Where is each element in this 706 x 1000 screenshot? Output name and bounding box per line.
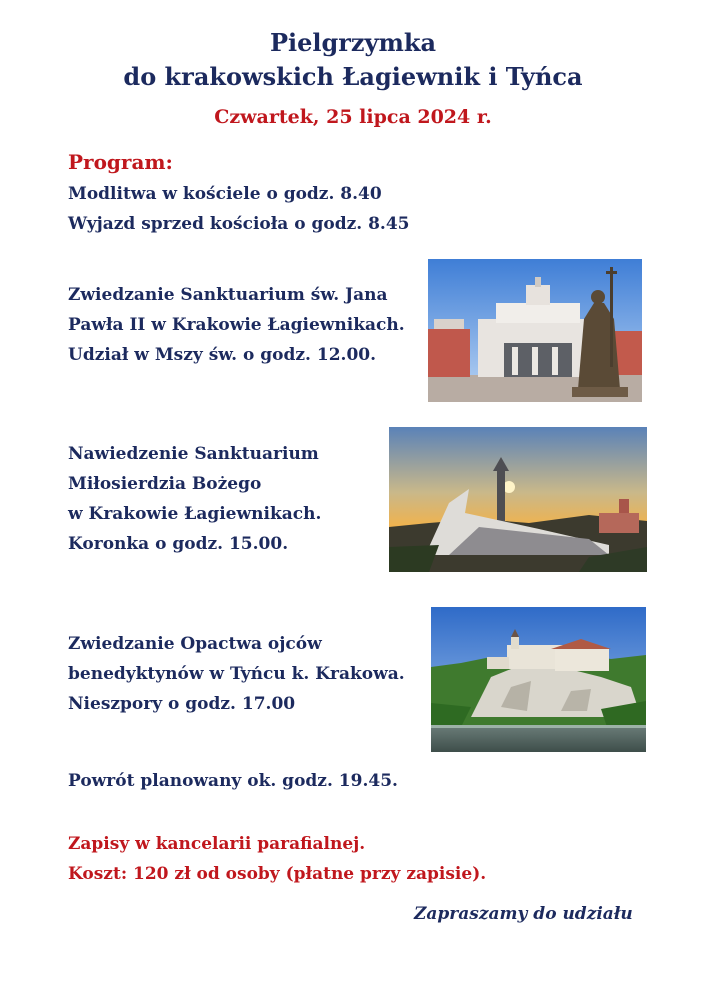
section-line: Zwiedzanie Opactwa ojców	[68, 634, 322, 654]
event-date: Czwartek, 25 lipca 2024 r.	[214, 106, 492, 128]
section-line: Pawła II w Krakowie Łagiewnikach.	[68, 315, 405, 335]
section-line: Nieszpory o godz. 17.00	[68, 694, 296, 714]
registration-line: Zapisy w kancelarii parafialnej.	[68, 834, 366, 854]
divine-mercy-sanctuary-photo	[389, 427, 647, 572]
tyniec-abbey-photo	[431, 607, 646, 752]
program-line: Modlitwa w kościele o godz. 8.40	[68, 184, 382, 204]
return-info: Powrót planowany ok. godz. 19.45.	[68, 771, 398, 791]
cost-line: Koszt: 120 zł od osoby (płatne przy zapisie).	[68, 864, 487, 884]
title-line-2: do krakowskich Łagiewnik i Tyńca	[123, 62, 583, 91]
title-line-1: Pielgrzymka	[269, 28, 437, 57]
section-line: Koronka o godz. 15.00.	[68, 534, 289, 554]
section-line: Udział w Mszy św. o godz. 12.00.	[68, 345, 377, 365]
section-line: Miłosierdzia Bożego	[68, 474, 262, 494]
section-line: w Krakowie Łagiewnikach.	[68, 504, 322, 524]
sanctuary-john-paul-ii-photo	[428, 259, 642, 402]
program-heading: Program:	[68, 150, 173, 174]
section-line: Nawiedzenie Sanktuarium	[68, 444, 319, 464]
program-line: Wyjazd sprzed kościoła o godz. 8.45	[68, 214, 410, 234]
section-line: benedyktynów w Tyńcu k. Krakowa.	[68, 664, 405, 684]
section-line: Zwiedzanie Sanktuarium św. Jana	[68, 285, 388, 305]
closing-invitation: Zapraszamy do udziału	[414, 904, 633, 924]
